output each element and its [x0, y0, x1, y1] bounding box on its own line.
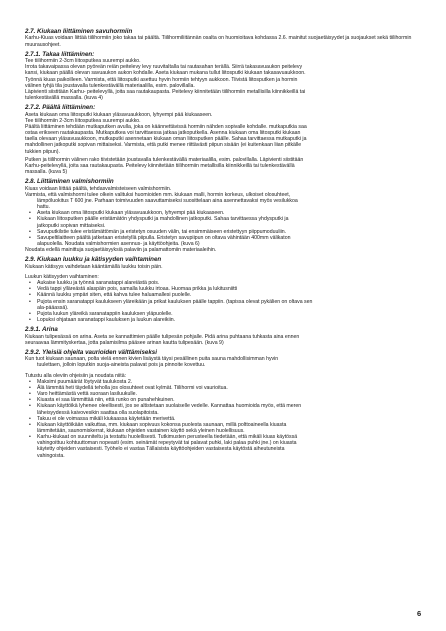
paragraph: Karhu-Kiuas voidaan liittää tiilihormiin joko takaa tai päältä. Tiilihormiliitännän osalta on huomioitava kohdassa 2.6. mainitut suojaetäisyydet ja suojaukset sekä tiilihormin muurausohjeet.	[25, 35, 412, 48]
section-heading-2-8: 2.8. Liittäminen valmishormiin	[25, 178, 114, 186]
text-line: Läpivienti siistitään Karhu- peitelevyllä, joita saa rautakaupasta. Peitelevy kiinnitetään tiilihormiin metallisilla kiinnikkeillä tai	[25, 88, 306, 95]
list-item: • Karhu-kiukaat on suunniteltu ja testattu huolellisesti. Tutkimusten perusteella tiedetään, että mikäli kiuas käytössä	[37, 434, 425, 440]
bullet-list	[25, 379, 425, 459]
list-item: • Kiukaan käyttöikä lyhenee oleellisesti, jos se altistetaan suolaiselle vedelle. Kannattaa huomioida myös, että meren	[37, 403, 425, 409]
list-item: • Maksimi puumäärät löytyvät taulukosta 2.	[37, 379, 425, 385]
text-line: tulenkestävällä massalla. (kuva 4)	[25, 95, 103, 102]
text-line: tukkien piipun).	[25, 148, 60, 155]
text-line: tuulettaen, jolloin loputkin suoja-aineista palavat pois ja pinnoite kovettuu.	[37, 362, 206, 369]
list-item: • Älä lämmitä heti täydellä teholla jos olosuhteet ovat kylmät. Tiilihormi voi vaurioitua.	[37, 385, 425, 391]
text-line: ostaa erikseen rautakaupasta. Mutkaputkea voi tarvittaessa jatkaa jatkoputkella. Asenna kiukaan oma liitosputki kiukaan	[25, 130, 301, 137]
list-item-continuation: läheisyydessä kaivovesikin saattaa olla suolapitoista.	[37, 409, 159, 416]
text-line: mahdollinen jatkoputki sopivan mittaiseksi. Varmista, että putki menee riittävästi piipun sisään (ei kuitenkaan liian pitkälle	[25, 142, 302, 149]
text-line: Kiukaan kätisyys vaihdetaan kääntämällä luukku toisin päin.	[25, 263, 163, 270]
text-line: Kun tuot kiukaan saunaan, polta vielä ennen kivien lisäystä täysi pesällinen puita sauna mahdollisimman hyvin	[25, 356, 279, 363]
list-item-continuation: käytetty ohjeiden vastaisesti. Työhelo ei vastaa Tällaisista käyttöohjeiden vastaisesta käytöstä aiheutuneista	[37, 446, 285, 453]
list-item: • Takuu ei ole voimassa mikäli kiukaassa käytetään merivettä.	[37, 416, 425, 422]
list-item-continuation: ala-pääassä).	[37, 304, 69, 311]
list-item: • Aseta kiukaan oma liitosputki kiukaan yläsavuaukkoon, lyhyempi pää kiukaaseen.	[37, 210, 425, 216]
list-item-continuation: jatkoputki sopivan mittaiseksi.	[37, 222, 106, 229]
text-line: Irrota takavaipassa olevan pyöreän reiän peitelevy levy ruuvitaltalla tai rautasahan terällä. Siirrä takasavuaukon peitelevy	[25, 64, 303, 71]
section-heading-2-9-2: 2.9.2. Yleisiä ohjeita vaurioiden välttämiseksi	[25, 348, 157, 356]
list-item: • Kiukaan käyttöikään vaikuttaa, mm. kiukaan sopivuus kokonsa puolesta saunaan, millä polttoaineella kiuasta	[37, 422, 425, 428]
list-item: • Pujota ensin saranatappi kaulukseen yläreikään ja prikat kauluksen päälle tappiin. (tapissa olevat pykälien on oltava sen	[37, 299, 425, 305]
section-heading-2-9: 2.9. Kiukaan luukku ja kätisyyden vaihtaminen	[25, 256, 162, 264]
text-line: Työnnä kiuas paikoilleen. Varmista, että liitosputki asettuu hyvin hormiin tehtyyn aukkoon. Tiivistä liitosputken ja hormin	[25, 76, 298, 83]
text-line: massalla. (kuva 5)	[25, 169, 68, 176]
list-item: • Pujota luukun yläreikä saranatappiin kauluksen yläpuolelle.	[37, 311, 425, 317]
list-item: • Käännä luukku ympäri siten, että kahva tulee haluamallesi puolelle.	[37, 292, 425, 298]
list-item-continuation: lämmitetään, saunomiskerrat, kiukaan ohjeiden vastainen käyttö sekä yleinen huolellisuus.	[37, 427, 245, 434]
text-line: Tee tiilihormiin 2-3cm liitosputkea suurempi aukko.	[25, 58, 141, 65]
section-heading-2-9-1: 2.9.1. Arina	[25, 326, 58, 334]
text-line: Luukun kätisyyden vaihtaminen:	[25, 273, 99, 280]
list-item-continuation: vahingoittuu kohtuuttoman nopeasti (esim. seinämät repeytyvät tai palavat puhki, laki palaa puhki jne.) on kiuasta	[37, 440, 297, 447]
list-item: • Vedä tappi ylläreästä alaspäin pois, samalla luukku irtoaa. Huomaa prikka ja lukitusniitti	[37, 286, 425, 292]
list-item: • Aukaise luukku ja työnnä saranatappi alareiästä pois.	[37, 280, 425, 286]
text-line: Putken ja tiilihormin välinen rako tiivistetään joustavalla tulenkestävällä materiaalilla, esim. palovillalla. Läpivienti siistitään	[25, 156, 304, 163]
text-line: kansi, kiukaan päällä olevan savuaukon aukon kohdalle. Aseta kiukaan mukana tullut liitosputki kiukaan takasavuaukkoon.	[25, 70, 306, 77]
list-item: • Lopuksi ohjataan saranatappi kauluksen ja luukun alareikiin.	[37, 317, 425, 323]
section-heading-2-7-1: 2.7.1. Takaa liittäminen:	[25, 50, 95, 58]
text-line: taella olevaan yläsavuaukkoon, mutkaputki asennetaan kiukaan oman liitosputken päälle. Sahaa tarvittaessa mutkaputki ja	[25, 136, 307, 143]
document-page	[25, 28, 425, 459]
list-item: • Varo heittämästä vettä suoraan lasiluukulle.	[37, 391, 425, 397]
list-item-continuation: vahingoista.	[37, 452, 65, 459]
list-item: • Kiukaan liitosputken päälle eristämätön yhdysputki ja mahdollinen jatkoputki. Sahaa tarvittaessa yhdysputki ja	[37, 216, 425, 222]
list-item: • Savupeltilaitteen päältä jatketaan eristetyllä piipulla. Eristetyn savupiipun on oltava vähintään 400mm välikaton	[37, 235, 425, 241]
bullet-list	[25, 210, 425, 247]
text-line: välinen tyhjä tila joustavalla tulenkestävällä materiaalilla, esim. palovillalla.	[25, 82, 195, 89]
text-line: lämpöluokitus T 600 jne. Parhaan toimivuuden saavuttamiseksi suosittelaan aina asennettavaksi myös vesilukkoa	[37, 197, 298, 204]
text-line: Noudata edellä mainittuja suojaetäisyyksiä palaviin ja palamattomiin materiaaleihin.	[25, 247, 217, 254]
page-number: 6	[417, 609, 422, 618]
text-line: Kiukaan tulipesässä on arina. Aseta se kannattimien päälle tulipesän pohjalle. Pidä arina puhtaana tuhkasta aina ennen	[25, 333, 300, 340]
text-line: Päältä liittäminen tehdään mutkaputken avulla, joka on käännettävissä hormiin nähden sopivalle kohdalle. mutkaputkia saa	[25, 123, 307, 130]
text-line: Kiuas voidaan liittää päältä, tehdasvalmisteiseen valmishormiin.	[25, 185, 172, 192]
text-line: Aseta kiukaan oma liitosputki kiukaan yläsavuaukkoon, lyhyempi pää kiukaaseen.	[25, 111, 213, 118]
text-line: Varmista, että valmishormi tulee olkein valituksi huomioiden mm. kiukaan malli, hormin korkeus, ulkoiset olosuhteet,	[25, 191, 291, 198]
text-line: Tee tiilihormiin 2-3cm liitosputkea suurempi aukko.	[25, 117, 141, 124]
list-item-continuation: alapuolella. Noudata valmishormien asennus- ja käyttöohjeita. (kuva 6)	[37, 241, 200, 247]
section-heading-2-7-2: 2.7.2. Päältä liittäminen:	[25, 104, 96, 112]
text-line: Karhu-peitelevyllä, joita saa rautakaupasta. Peitelevy kiinnitetään tiilihormiin metallisilla kiinnikkeillä tai tulenkestävällä	[25, 162, 295, 169]
section-heading-2-7: 2.7. Kiukaan liittäminen savuhormiin	[25, 28, 133, 35]
text-line: Tutustu alla oleviin ohjeisiin ja noudata niitä:	[25, 372, 127, 379]
list-item: • Kiuasta ei saa lämmittää niin, että runko on punahehkuinen.	[37, 397, 425, 403]
text-line: hattu.	[37, 204, 50, 211]
text-line: seuraavaa lämmityskertaa, jotta palamisilma pääsee arinan kautta tulipesään. (kuva 9)	[25, 339, 224, 346]
bullet-list	[25, 280, 425, 323]
list-item: • Savuputkilstie tulee eristämättömän ja eristetyn osuuden välin, tai ensimmäiseen eristettyyn piippumoduuliin.	[37, 229, 425, 235]
